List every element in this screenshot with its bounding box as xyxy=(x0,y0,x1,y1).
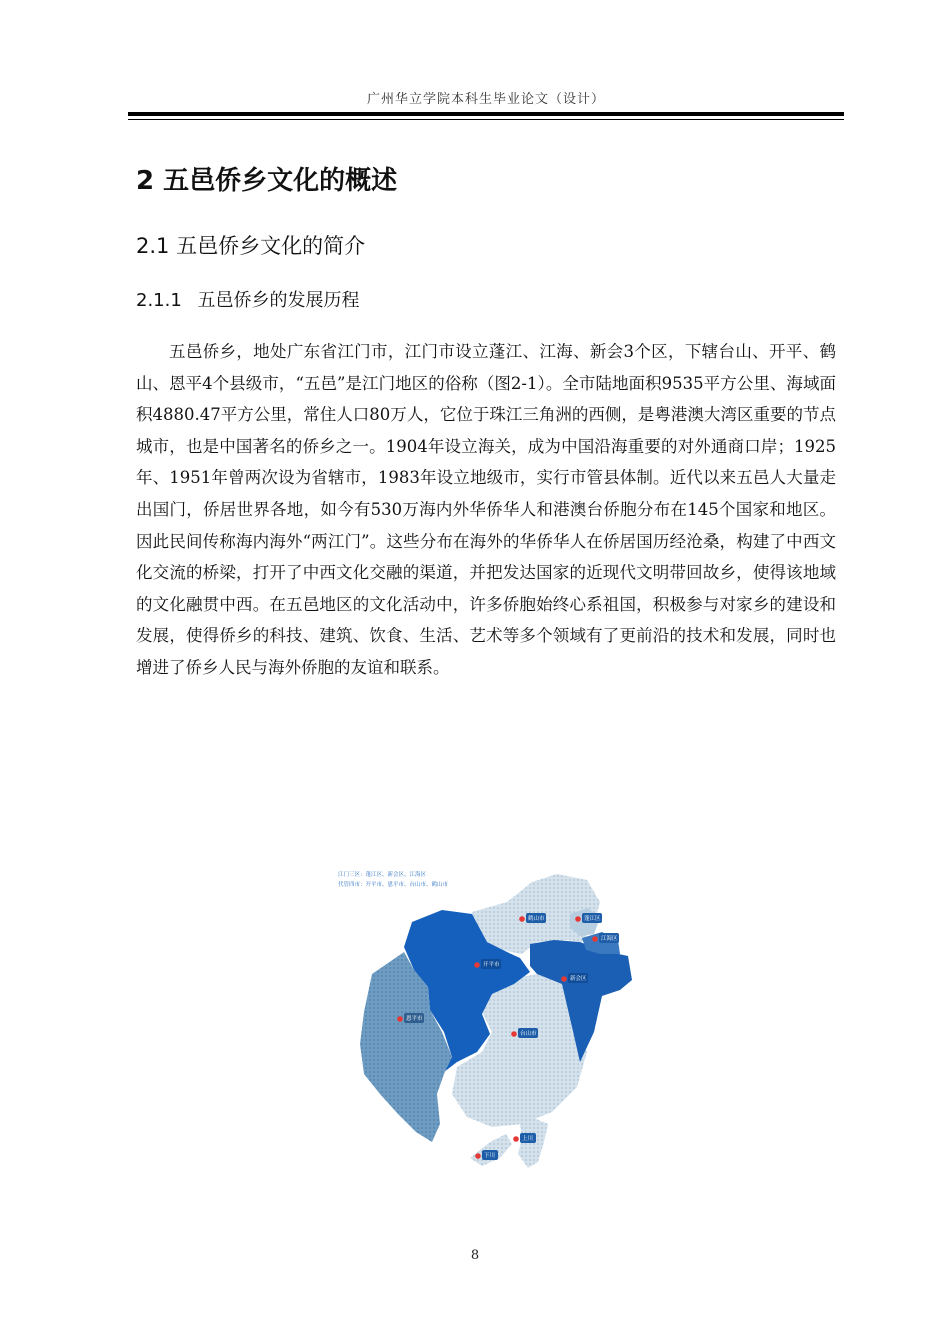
body-paragraph: 五邑侨乡，地处广东省江门市，江门市设立蓬江、江海、新会3个区，下辖台山、开平、鹤山、恩平4个县级市，“五邑”是江门地区的俗称（图2-1）。全市陆地面积9535平方公里、海域面积4880.47平方公里，常住人口80万人，它位于珠江三角洲的西侧，是粤港澳大湾区重要的节点城市，也是中国著名的侨乡之一。1904年设立海关，成为中国沿海重要的对外通商口岸；1925年、1951年曾两次设为省辖市，1983年设立地级市，实行市管县体制。近代以来五邑人大量走出国门，侨居世界各地，如今有530万海内外华侨华人和港澳台侨胞分布在145个国家和地区。因此民间传称海内海外“两江门”。这些分布在海外的华侨华人在侨居国历经沧桑，构建了中西文化交流的桥梁，打开了中西文化交融的渠道，并把发达国家的近现代文明带回故乡，使得该地域的文化融贯中西。在五邑地区的文化活动中，许多侨胞始终心系祖国，积极参与对家乡的建设和发展，使得侨乡的科技、建筑、饮食、生活、艺术等多个领域有了更前沿的技术和发展，同时也增进了侨乡人民与海外侨胞的友谊和联系。 xyxy=(136,342,836,677)
page-number: 8 xyxy=(470,1248,480,1263)
section-title: 五邑侨乡文化的简介 xyxy=(176,234,366,258)
subsection-title: 五邑侨乡的发展历程 xyxy=(197,290,360,311)
section-heading xyxy=(136,230,365,260)
chapter-number: 2 xyxy=(136,166,155,196)
section-number: 2.1 xyxy=(136,234,170,258)
svg-text:江海区: 江海区 xyxy=(601,936,618,942)
svg-text:台山市: 台山市 xyxy=(520,1031,537,1037)
wuyi-map xyxy=(332,862,642,1178)
wuyi-map-figure xyxy=(332,862,642,1178)
subsection-number: 2.1.1 xyxy=(136,290,182,311)
map-legend-line1: 江门三区：蓬江区、新会区、江海区 xyxy=(338,872,427,878)
svg-text:上川: 上川 xyxy=(522,1136,534,1142)
chapter-heading xyxy=(136,160,397,197)
label-shangchuan xyxy=(513,1133,536,1143)
svg-text:蓬江区: 蓬江区 xyxy=(584,916,601,922)
svg-text:新会区: 新会区 xyxy=(570,976,587,982)
page-header: 广州华立学院本科生毕业论文（设计） xyxy=(366,92,605,107)
svg-text:鹤山市: 鹤山市 xyxy=(528,916,545,922)
subsection-heading xyxy=(136,286,360,312)
svg-text:恩平市: 恩平市 xyxy=(406,1016,423,1022)
header-rule-thick xyxy=(128,112,844,116)
header-rule-thin xyxy=(128,119,844,120)
svg-text:开平市: 开平市 xyxy=(483,962,500,968)
svg-text:下川: 下川 xyxy=(484,1153,496,1159)
map-legend-line2: 代管四市：开平市、恩平市、台山市、鹤山市 xyxy=(338,882,449,888)
chapter-title: 五邑侨乡文化的概述 xyxy=(163,166,398,196)
